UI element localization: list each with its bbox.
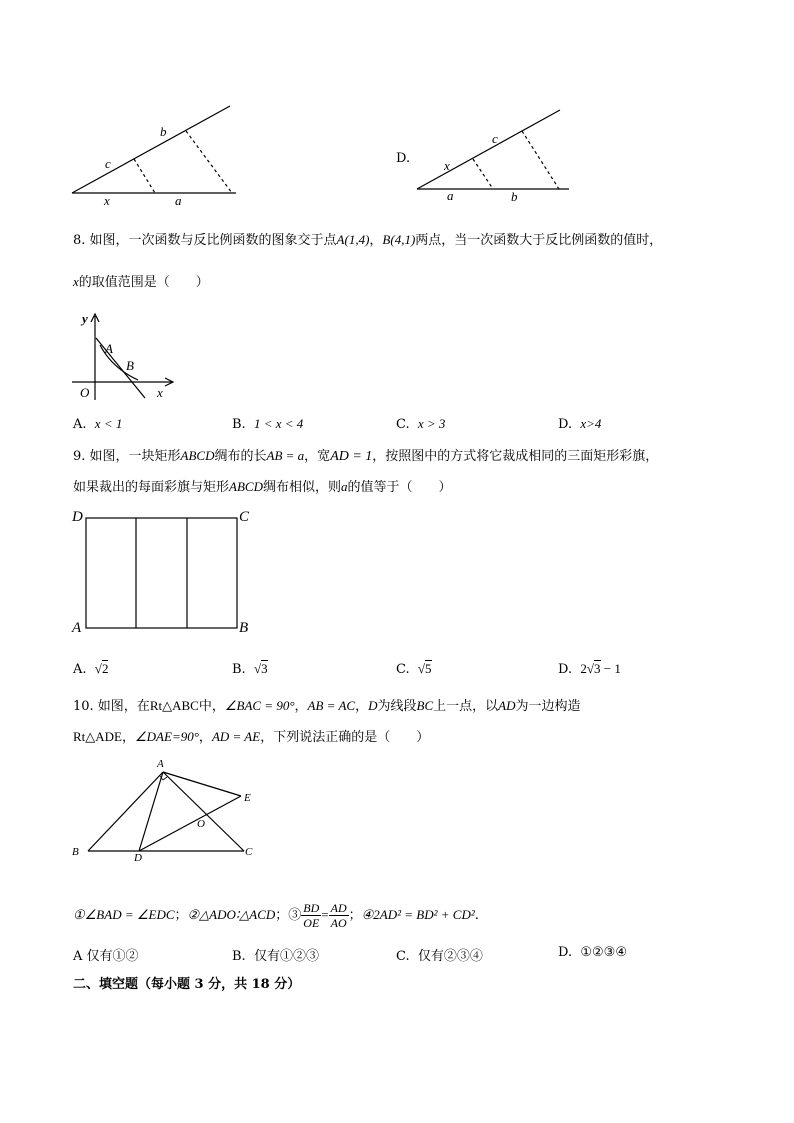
q10-option-d-text: ①②③④ bbox=[580, 945, 627, 960]
q10-text-4: 为线段 bbox=[377, 699, 417, 714]
q9-text-2: 绸布的长 bbox=[214, 449, 267, 464]
q10-fig-label-D: D bbox=[134, 852, 142, 864]
q8-option-d-letter: D. bbox=[558, 417, 573, 432]
q9-text-3: ，宽 bbox=[304, 449, 331, 464]
q10-ad-ae: AD = AE bbox=[211, 729, 261, 744]
q10-d: D bbox=[368, 698, 378, 713]
q8-point-b: B(4,1) bbox=[382, 232, 416, 247]
q7-right-label-b: b bbox=[511, 189, 518, 204]
q10-comma-1: ， bbox=[294, 699, 308, 714]
q9-ab-eq: AB = a bbox=[266, 448, 305, 463]
q9-option-d-prefix: 2 bbox=[580, 661, 587, 676]
section-2-title: 二、填空题（每小题 3 分，共 18 分） bbox=[73, 977, 301, 992]
q7-left-label-a: a bbox=[175, 193, 182, 208]
q10-text-2: 中， bbox=[198, 699, 225, 714]
q8-option-b-text: 1 < x < 4 bbox=[253, 416, 304, 431]
q8-stem-text: 8. 如图，一次函数与反比例函数的图象交于点 bbox=[73, 233, 337, 248]
q10-fig-label-O: O bbox=[197, 818, 205, 830]
q9-option-c-letter: C. bbox=[396, 662, 410, 677]
q10-option-d-letter: D. bbox=[558, 945, 573, 960]
q10-fig-label-B: B bbox=[72, 846, 79, 858]
q9-option-b-letter: B. bbox=[232, 662, 246, 677]
q8-var-x: x bbox=[73, 274, 79, 289]
q8-option-b-letter: B. bbox=[232, 417, 246, 432]
q10-option-a-letter: A bbox=[73, 949, 83, 964]
q7-option-d-label: D. bbox=[396, 151, 411, 166]
q10-semi-3: ； bbox=[348, 908, 362, 923]
q10-text-3: ， bbox=[355, 699, 369, 714]
q9-option-b[interactable]: B. √3 bbox=[232, 661, 268, 677]
q9-abcd-2: ABCD bbox=[229, 479, 263, 494]
q10-option-a-text: 仅有①② bbox=[86, 949, 139, 964]
q9-option-c[interactable]: C. √5 bbox=[396, 661, 432, 677]
q10-frac-bd-oe bbox=[301, 901, 321, 930]
q10-semi-2: ；③ bbox=[275, 908, 302, 923]
q9-text-5: 如果裁出的每面彩旗与矩形 bbox=[73, 480, 230, 495]
q10-fig-label-E: E bbox=[244, 792, 251, 804]
q10-statement-4: ④2AD² = BD² + CD² bbox=[361, 907, 475, 922]
q8-graph-label-y: y bbox=[82, 311, 88, 326]
q10-angle-dae: ∠DAE=90° bbox=[135, 729, 199, 744]
q10-statement-2: ②△ADO∶△ACD bbox=[187, 907, 276, 922]
q7-left-label-c: c bbox=[105, 156, 111, 171]
q8-option-a-text: x < 1 bbox=[94, 416, 123, 431]
q10-text-7: ，下列说法正确的是（ ） bbox=[260, 730, 430, 745]
q10-option-c-text: 仅有②③④ bbox=[417, 949, 483, 964]
q10-fig-label-A: A bbox=[157, 758, 164, 770]
q9-corner-A: A bbox=[72, 620, 82, 636]
q10-option-b-letter: B. bbox=[232, 949, 246, 964]
q10-ad: AD bbox=[498, 698, 516, 713]
q9-corner-B: B bbox=[239, 620, 249, 636]
q8-graph-label-A: A bbox=[105, 341, 113, 356]
q10-frac2-den: AO bbox=[330, 916, 347, 930]
q9-abcd-1: ABCD bbox=[180, 448, 215, 463]
q8-point-a: A(1,4) bbox=[336, 232, 370, 247]
q10-option-c-letter: C. bbox=[396, 949, 410, 964]
q9-text-6: 绸布相似，则 bbox=[262, 480, 341, 495]
q9-option-d-letter: D. bbox=[558, 662, 573, 677]
q10-comma-3: ， bbox=[198, 730, 212, 745]
q7-right-label-x: x bbox=[444, 158, 450, 173]
q9-option-b-root: 3 bbox=[261, 661, 268, 676]
q10-option-b[interactable] bbox=[232, 945, 319, 964]
q9-corner-D: D bbox=[72, 509, 83, 525]
q9-var-a: a bbox=[340, 479, 348, 494]
q10-frac1-num: BD bbox=[303, 901, 320, 915]
q10-option-b-text: 仅有①②③ bbox=[253, 949, 319, 964]
q8-option-a-letter: A. bbox=[73, 417, 87, 432]
q10-period: . bbox=[474, 908, 479, 923]
q10-frac1-den: OE bbox=[303, 916, 320, 930]
q9-ad-eq: AD = 1 bbox=[330, 449, 373, 464]
q10-text-6: 为一边构造 bbox=[515, 699, 581, 714]
q9-option-a[interactable]: A. √2 bbox=[73, 661, 109, 677]
q10-angle-bac: ∠BAC = 90° bbox=[224, 698, 295, 713]
q10-rt-ade: Rt△ADE bbox=[73, 729, 122, 744]
q10-statements bbox=[73, 898, 479, 932]
q10-fig-label-C: C bbox=[245, 846, 253, 858]
q10-frac2-num: AD bbox=[330, 901, 347, 915]
q10-ab-ac: AB = AC bbox=[307, 698, 356, 713]
q10-eq: = bbox=[321, 907, 329, 922]
q10-option-a[interactable] bbox=[73, 945, 139, 964]
q10-rt-abc: Rt△ABC bbox=[149, 698, 199, 713]
q7-right-label-a: a bbox=[447, 188, 454, 203]
q10-statement-1: ①∠BAD = ∠EDC bbox=[73, 907, 175, 922]
q10-text-1: 10. 如图，在 bbox=[73, 699, 150, 714]
q8-graph-label-O: O bbox=[80, 385, 90, 400]
q7-left-label-x: x bbox=[104, 193, 110, 208]
q8-option-c-text: x > 3 bbox=[417, 416, 446, 431]
q10-comma-2: ， bbox=[122, 730, 136, 745]
q10-text-5: 上一点，以 bbox=[433, 699, 499, 714]
q8-sep: ， bbox=[369, 233, 383, 248]
q8-graph-label-B: B bbox=[126, 358, 134, 373]
q10-frac-ad-ao bbox=[329, 901, 349, 930]
q7-right-label-c: c bbox=[492, 131, 498, 146]
q9-corner-C: C bbox=[239, 509, 250, 525]
q9-text-1: 9. 如图，一块矩形 bbox=[73, 449, 181, 464]
q9-option-d-root: 3 bbox=[594, 661, 601, 676]
q9-option-a-root: 2 bbox=[101, 661, 109, 676]
q10-bc: BC bbox=[416, 698, 434, 713]
q8-stem-line2-text: 的取值范围是（ ） bbox=[78, 275, 209, 290]
q10-semi-1: ； bbox=[174, 908, 188, 923]
q9-text-4: ，按照图中的方式将它裁成相同的三面矩形彩旗， bbox=[372, 449, 659, 464]
q8-option-d-text: x>4 bbox=[580, 416, 602, 431]
q7-left-label-b: b bbox=[160, 124, 167, 139]
q9-option-c-root: 5 bbox=[425, 661, 432, 676]
q8-option-c-letter: C. bbox=[396, 417, 410, 432]
q9-option-d-suffix: − 1 bbox=[603, 661, 621, 676]
q10-option-d[interactable] bbox=[558, 945, 627, 960]
q10-option-c[interactable] bbox=[396, 945, 483, 964]
q8-stem-end: 两点，当一次函数大于反比例函数的值时， bbox=[415, 233, 663, 248]
q9-text-7: 的值等于（ ） bbox=[347, 480, 452, 495]
q9-option-a-letter: A. bbox=[73, 662, 87, 677]
q9-option-d[interactable]: D. 2√3 − 1 bbox=[558, 661, 621, 677]
q8-graph-label-x: x bbox=[157, 385, 163, 400]
